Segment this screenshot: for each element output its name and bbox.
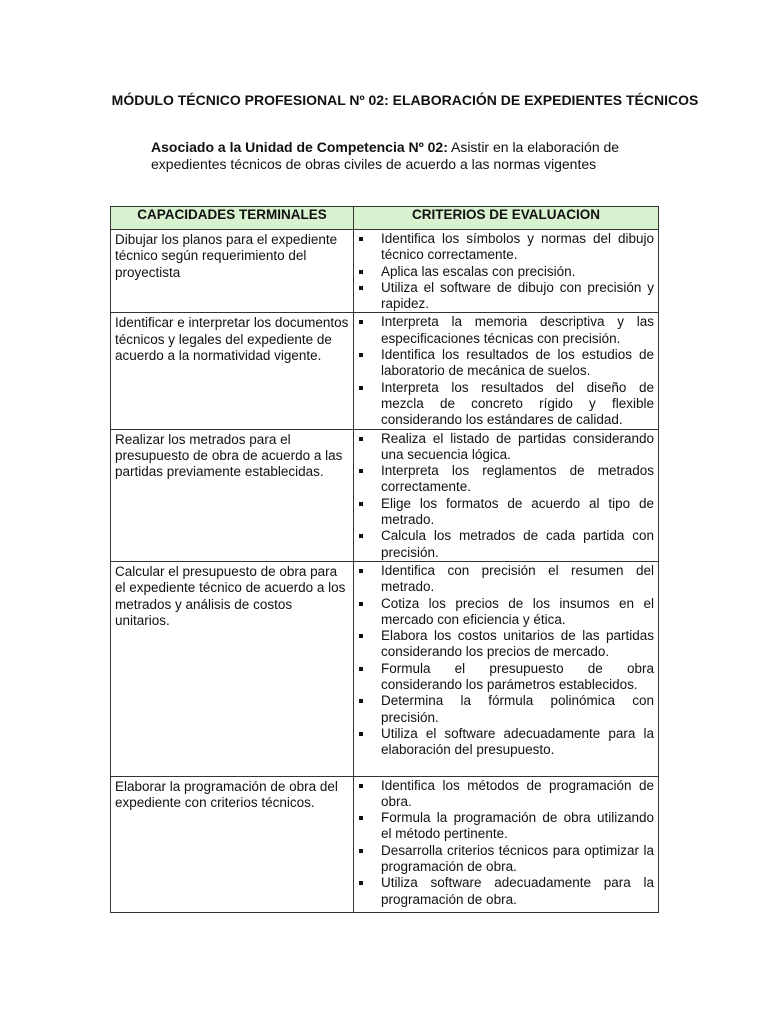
list-item	[354, 843, 654, 876]
list-item	[354, 264, 654, 280]
list-item	[354, 693, 654, 726]
criterion-text: Utiliza software adecuadamente para la programación de obra.	[381, 875, 654, 907]
list-item	[354, 778, 654, 811]
criterion-text: Identifica los resultados de los estudios de laboratorio de mecánica de suelos.	[381, 347, 654, 379]
list-item	[354, 380, 654, 429]
criterion-text: Identifica los símbolos y normas del dibujo técnico correctamente.	[381, 231, 654, 263]
square-bullet-icon	[359, 437, 363, 441]
square-bullet-icon	[359, 353, 363, 357]
square-bullet-icon	[359, 469, 363, 473]
square-bullet-icon	[359, 286, 363, 290]
criteria-list	[354, 562, 658, 776]
criteria-cell	[354, 313, 659, 429]
capacity-cell	[111, 776, 354, 912]
list-item	[354, 810, 654, 843]
list-item	[354, 347, 654, 380]
criterion-text: Desarrolla criterios técnicos para optimizar la programación de obra.	[381, 842, 654, 874]
criterion-text: Utiliza el software adecuadamente para la elaboración del presupuesto.	[381, 725, 654, 758]
capacity-cell	[111, 230, 354, 313]
capacity-text: Calcular el presupuesto de obra para el expediente técnico de acuerdo a los metrados y análisis de costos unitarios.	[115, 563, 346, 628]
capacity-cell	[111, 561, 354, 776]
criterion-text: Formula la programación de obra utilizando el método pertinente.	[381, 810, 654, 842]
criterion-text: Calcula los metrados de cada partida con precisión.	[381, 528, 654, 560]
criterion-text: Elabora los costos unitarios de las partidas considerando los precios de mercado.	[381, 628, 654, 660]
criterion-text: Interpreta los resultados del diseño de mezcla de concreto rígido y flexible considerando los estándares de calidad.	[381, 379, 654, 428]
evaluation-table	[110, 206, 659, 913]
square-bullet-icon	[359, 534, 363, 538]
criterion-text: Identifica los métodos de programación de obra.	[381, 777, 654, 809]
list-item	[354, 661, 654, 694]
module-title: MÓDULO TÉCNICO PROFESIONAL Nº 02: ELABORACIÓN DE EXPEDIENTES TÉCNICOS	[111, 92, 699, 108]
square-bullet-icon	[359, 816, 363, 820]
criterion-text: Interpreta la memoria descriptiva y las especificaciones técnicas con precisión.	[381, 314, 654, 346]
capacity-text: Dibujar los planos para el expediente técnico según requerimiento del proyectista	[115, 232, 338, 280]
criteria-list	[354, 430, 658, 561]
square-bullet-icon	[359, 667, 363, 671]
square-bullet-icon	[359, 634, 363, 638]
criterion-text: Cotiza los precios de los insumos en el mercado con eficiencia y ética.	[381, 595, 654, 627]
capacity-cell	[111, 313, 354, 429]
capacity-text: Realizar los metrados para el presupuesto de obra de acuerdo a las partidas previamente establecidas.	[115, 431, 343, 480]
criteria-list	[354, 313, 658, 428]
table-header-row	[111, 207, 659, 230]
square-bullet-icon	[359, 699, 363, 703]
criteria-cell	[354, 230, 659, 313]
criteria-list	[354, 230, 658, 312]
list-item	[354, 280, 654, 313]
square-bullet-icon	[359, 784, 363, 788]
criteria-cell	[354, 776, 659, 912]
list-item	[354, 628, 654, 661]
square-bullet-icon	[359, 732, 363, 736]
criterion-text: Interpreta los reglamentos de metrados correctamente.	[381, 463, 654, 495]
list-item	[354, 563, 654, 596]
list-item	[354, 431, 654, 464]
square-bullet-icon	[359, 502, 363, 506]
criterion-text: Realiza el listado de partidas considerando una secuencia lógica.	[381, 430, 654, 462]
table-row	[111, 313, 659, 429]
list-item	[354, 496, 654, 529]
header-capacidades: CAPACIDADES TERMINALES	[111, 207, 354, 230]
list-item	[354, 875, 654, 908]
capacity-cell	[111, 429, 354, 561]
list-item	[354, 463, 654, 496]
square-bullet-icon	[359, 270, 363, 274]
criteria-cell	[354, 429, 659, 561]
criteria-cell	[354, 561, 659, 776]
table-row	[111, 776, 659, 912]
list-item	[354, 314, 654, 347]
criterion-text: Elige los formatos de acuerdo al tipo de metrado.	[381, 495, 654, 528]
table-row	[111, 561, 659, 776]
criterion-text: Utiliza el software de dibujo con precisión y rapidez.	[381, 279, 654, 312]
criteria-list	[354, 777, 658, 912]
criterion-text: Determina la fórmula polinómica con precisión.	[381, 693, 654, 725]
criterion-text: Formula el presupuesto de obra considerando los parámetros establecidos.	[381, 660, 654, 693]
list-item	[354, 528, 654, 561]
square-bullet-icon	[359, 881, 363, 885]
table-row	[111, 230, 659, 313]
association-text: Asistir en la elaboración de expedientes técnicos de obras civiles de acuerdo a las normas vigentes	[151, 139, 620, 172]
list-item	[354, 596, 654, 629]
criterion-text: Identifica con precisión el resumen del metrado.	[381, 562, 654, 595]
square-bullet-icon	[359, 569, 363, 573]
criterion-text: Aplica las escalas con precisión.	[381, 263, 576, 279]
capacity-text: Identificar e interpretar los documentos técnicos y legales del expediente de acuerdo a la normatividad vigente.	[115, 315, 349, 364]
square-bullet-icon	[359, 320, 363, 324]
square-bullet-icon	[359, 602, 363, 606]
capacity-text: Elaborar la programación de obra del expediente con criterios técnicos.	[115, 778, 338, 810]
square-bullet-icon	[359, 849, 363, 853]
header-criterios: CRITERIOS DE EVALUACION	[354, 207, 659, 230]
square-bullet-icon	[359, 386, 363, 390]
competency-association	[151, 139, 621, 173]
square-bullet-icon	[359, 237, 363, 241]
table-row	[111, 429, 659, 561]
list-item	[354, 726, 654, 759]
list-item	[354, 231, 654, 264]
association-label: Asociado a la Unidad de Competencia Nº 02:	[151, 139, 448, 155]
